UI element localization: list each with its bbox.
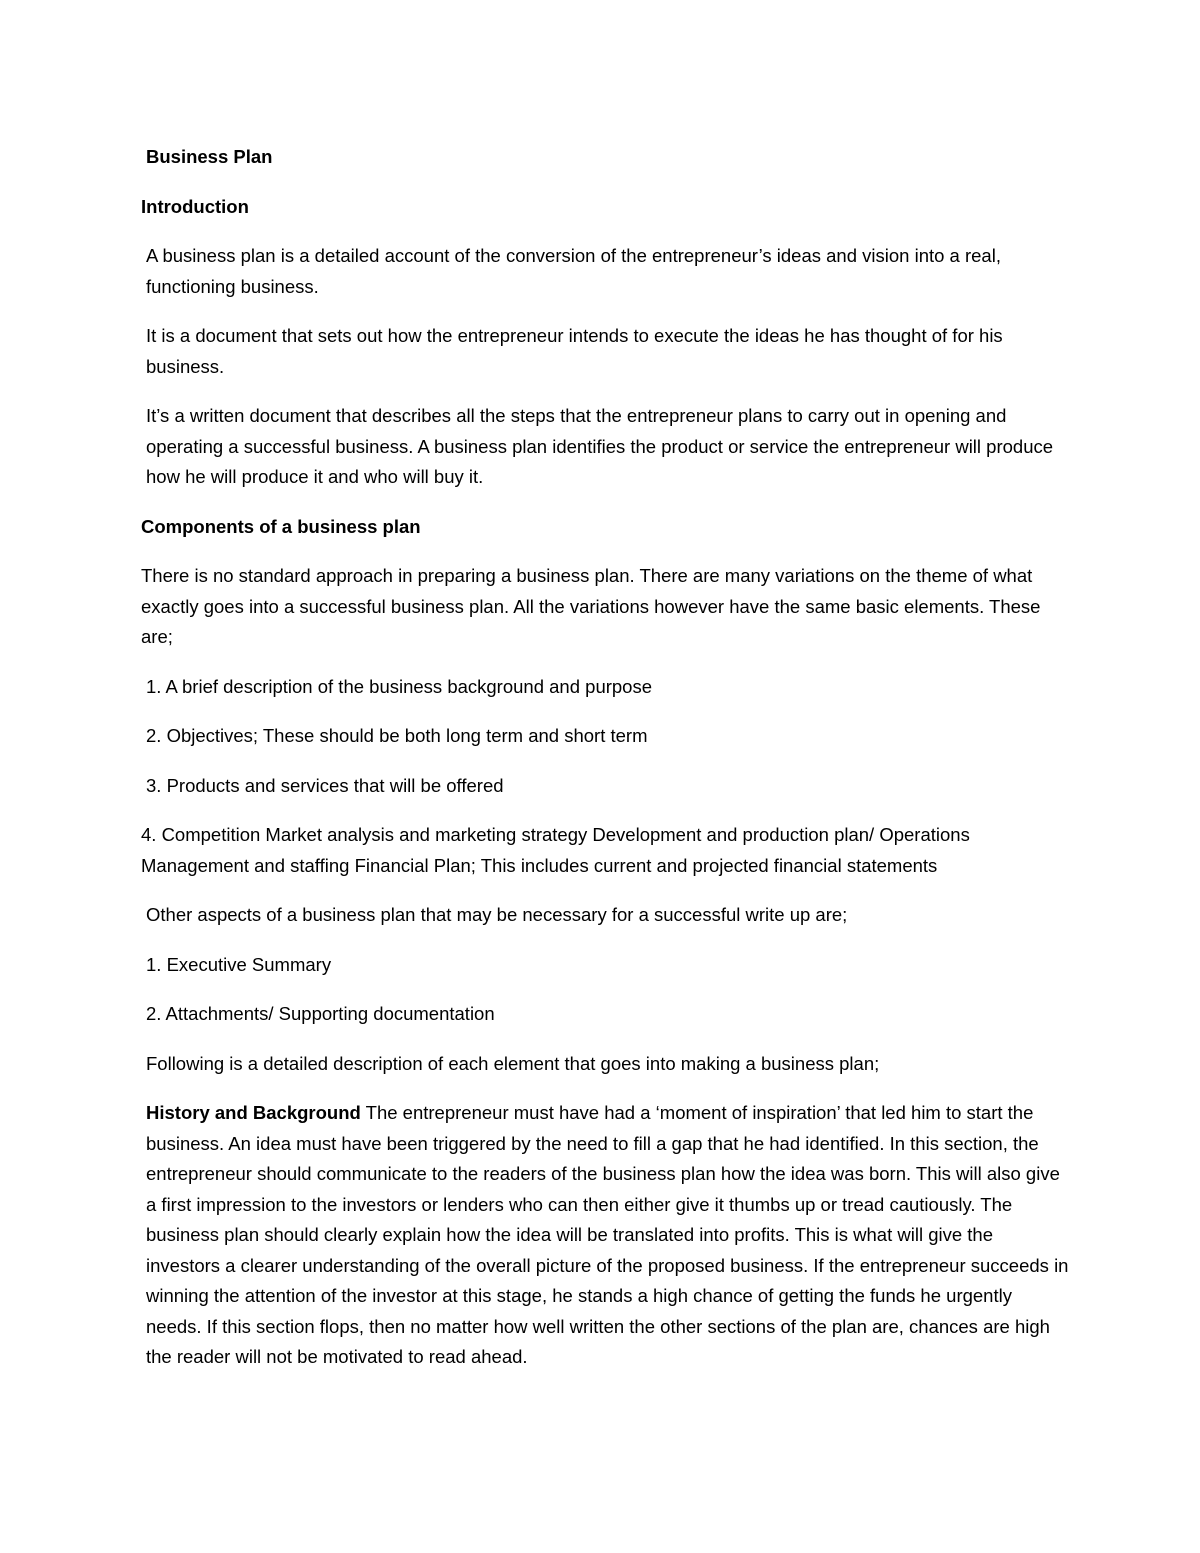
element-item-2: 2. Objectives; These should be both long term and short term <box>146 725 648 746</box>
introduction-heading: Introduction <box>141 195 249 217</box>
intro-paragraph-3: It’s a written document that describes all the steps that the entrepreneur plans to carry out in opening and operating a successful business. A business plan identifies the product or service the entrepreneur will produce how he will produce it and who will buy it. <box>146 405 1054 487</box>
other-aspect-item-2: 2. Attachments/ Supporting documentation <box>146 1003 495 1024</box>
document-title: Business Plan <box>146 146 273 167</box>
element-item-1: 1. A brief description of the business background and purpose <box>146 675 653 697</box>
intro-paragraph-1: A business plan is a detailed account of the conversion of the entrepreneur’s ideas and vision into a real, functioning business. <box>146 245 1001 297</box>
other-aspect-item-1: 1. Executive Summary <box>146 953 332 975</box>
components-intro-paragraph: There is no standard approach in preparing a business plan. There are many variations on the theme of what exactly goes into a successful business plan. All the variations however have the same basic elements. These are; <box>141 565 1041 647</box>
following-paragraph: Following is a detailed description of each element that goes into making a business plan; <box>146 1052 880 1074</box>
history-background-paragraph <box>141 1098 1071 1373</box>
history-text: The entrepreneur must have had a ‘moment of inspiration’ that led him to start the business. An idea must have been triggered by the need to fill a gap that he had identified. In this section, the entrepreneur should communicate to the readers of the business plan how the idea was born. This will also give a first impression to the investors or lenders who can then either give it thumbs up or tread cautiously. The business plan should clearly explain how the idea will be translated into profits. This is what will give the investors a clearer understanding of the overall picture of the proposed business. If the entrepreneur succeeds in winning the attention of the investor at this stage, he stands a high chance of getting the funds he urgently needs. If this section flops, then no matter how well written the other sections of the plan are, chances are high the reader will not be motivated to read ahead. <box>146 1102 1069 1367</box>
document-body <box>141 142 1071 1392</box>
element-item-4: 4. Competition Market analysis and marketing strategy Development and production plan/ Operations Management and staffing Financial Plan; This includes current and projected financial statements <box>141 824 970 876</box>
history-heading: History and Background <box>146 1102 361 1123</box>
element-item-3: 3. Products and services that will be offered <box>146 774 504 796</box>
components-heading: Components of a business plan <box>141 515 421 537</box>
intro-paragraph-2: It is a document that sets out how the entrepreneur intends to execute the ideas he has thought of for his business. <box>146 325 1003 377</box>
other-aspects-intro: Other aspects of a business plan that may be necessary for a successful write up are; <box>146 904 848 925</box>
